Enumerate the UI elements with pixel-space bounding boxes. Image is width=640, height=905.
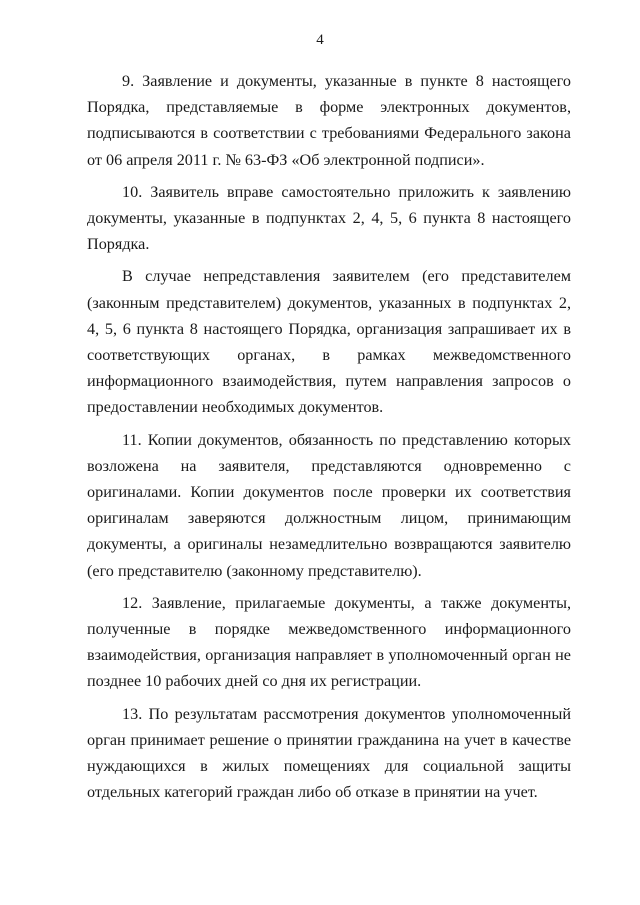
page-number: 4 [316, 32, 324, 48]
paragraph-10: 10. Заявитель вправе самостоятельно приложить к заявлению документы, указанные в подпунктах 2, 4, 5, 6 пункта 8 настоящего Порядка. [87, 182, 571, 254]
paragraph-non-submission: В случае непредставления заявителем (его представителем (законным представителем) документов, указанных в подпунктах 2, 4, 5, 6 пункта 8 настоящего Порядка, организация запрашивает их в соответствующих органах, в рамках межведомственного информационного взаимодействия, путем направления запросов о предоставлении необходимых документов. [87, 267, 571, 417]
paragraph-9: 9. Заявление и документы, указанные в пункте 8 настоящего Порядка, представляемые в форме электронных документов, подписываются в соответствии с требованиями Федерального закона от 06 апреля 2011 г. № 63-ФЗ «Об электронной подписи». [87, 72, 571, 169]
paragraph-13: 13. По результатам рассмотрения документов уполномоченный орган принимает решение о принятии гражданина на учет в качестве нуждающихся в жилых помещениях для социальной защиты отдельных категорий граждан либо об отказе в принятии на учет. [87, 704, 571, 802]
paragraph-12: 12. Заявление, прилагаемые документы, а также документы, полученные в порядке межведомственного информационного взаимодействия, организация направляет в уполномоченный орган не позднее 10 рабочих дней со дня их регистрации. [87, 593, 571, 691]
document-body [87, 68, 571, 805]
paragraph-11: 11. Копии документов, обязанность по представлению которых возложена на заявителя, представляются одновременно с оригиналами. Копии документов после проверки их соответствия оригиналам заверяются должностным лицом, принимающим документы, а оригиналы незамедлительно возвращаются заявителю (его представителю (законному представителю). [87, 430, 571, 580]
